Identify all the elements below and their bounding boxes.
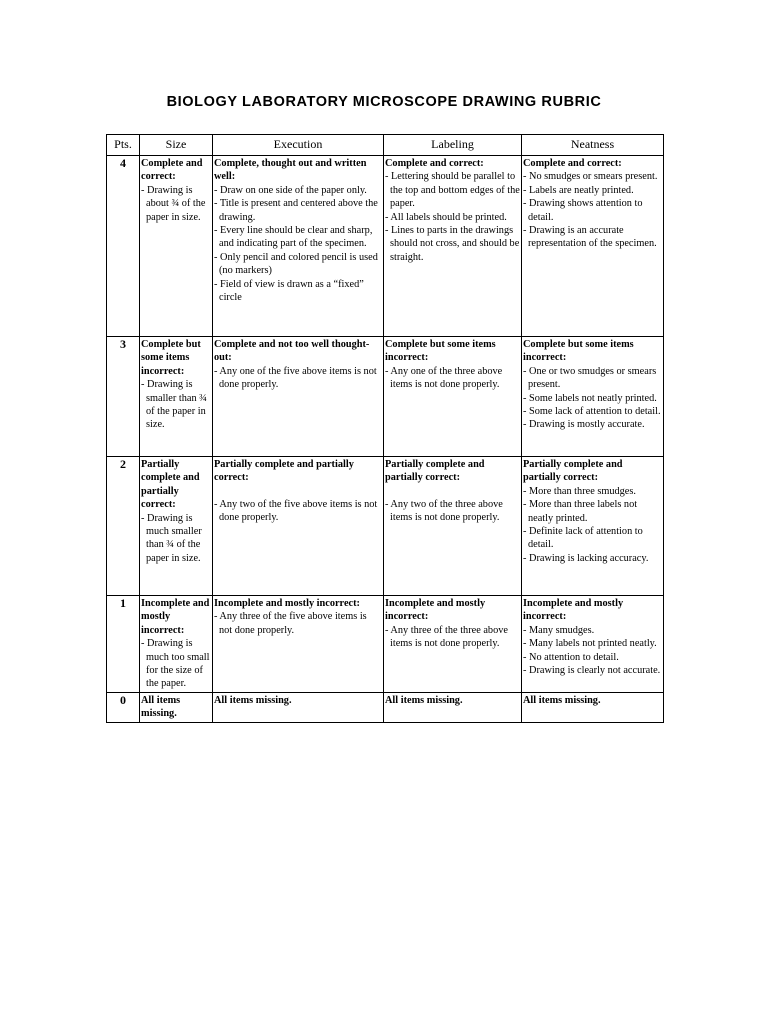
rubric-row-3 xyxy=(107,337,664,457)
criteria-heading: All items missing. xyxy=(385,694,463,706)
criteria-item: - Any one of the five above items is not done properly. xyxy=(214,365,377,391)
size-cell xyxy=(140,596,213,693)
points-cell: 4 xyxy=(107,156,140,337)
criteria-item: - Any three of the three above items is not done properly. xyxy=(385,624,508,650)
points-cell: 0 xyxy=(107,692,140,722)
criteria-heading: Complete but some items incorrect: xyxy=(141,339,201,377)
execution-cell xyxy=(213,596,384,693)
criteria-item: - Lettering should be parallel to the top and bottom edges of the paper. xyxy=(385,171,520,210)
page-title: BIOLOGY LABORATORY MICROSCOPE DRAWING RUBRIC xyxy=(166,94,602,110)
header-neatness: Neatness xyxy=(522,135,664,156)
criteria-item: - Any one of the three above items is not done properly. xyxy=(385,365,503,391)
criteria-item: - One or two smudges or smears present. xyxy=(523,365,657,391)
header-size: Size xyxy=(140,135,213,156)
criteria-item: - Drawing is an accurate representation of the specimen. xyxy=(523,225,657,250)
criteria-heading: Partially complete and partially correct: xyxy=(523,459,623,484)
criteria-heading: Incomplete and mostly incorrect: xyxy=(141,598,210,636)
criteria-item: - Field of view is drawn as a “fixed” circle xyxy=(214,278,364,304)
points-cell: 2 xyxy=(107,457,140,596)
labeling-cell xyxy=(384,156,522,337)
labeling-cell xyxy=(384,596,522,693)
criteria-item: - More than three labels not neatly printed. xyxy=(523,499,638,524)
rubric-table xyxy=(106,134,664,723)
neatness-cell xyxy=(522,337,664,457)
criteria-item: - Labels are neatly printed. xyxy=(523,184,634,196)
criteria-item: - No smudges or smears present. xyxy=(523,171,658,183)
criteria-item: - Lines to parts in the drawings should not cross, and should be straight. xyxy=(385,225,520,263)
criteria-item: - Drawing is much smaller than ¾ of the paper in size. xyxy=(141,512,202,564)
criteria-item: - Drawing is about ¾ of the paper in size. xyxy=(141,184,206,223)
criteria-item: - Drawing shows attention to detail. xyxy=(523,198,643,223)
spacer xyxy=(385,485,520,498)
criteria-item: - Drawing is much too small for the size of the paper. xyxy=(141,638,210,690)
criteria-heading: Incomplete and mostly incorrect: xyxy=(214,598,360,609)
labeling-cell xyxy=(384,337,522,457)
criteria-item: - Drawing is mostly accurate. xyxy=(523,419,645,431)
criteria-item: - Some labels not neatly printed. xyxy=(523,392,657,404)
criteria-item: - Definite lack of attention to detail. xyxy=(523,526,643,551)
size-cell xyxy=(140,337,213,457)
criteria-heading: Partially complete and partially correct: xyxy=(385,459,485,484)
execution-cell xyxy=(213,156,384,337)
criteria-item: - Every line should be clear and sharp, and indicating part of the specimen. xyxy=(214,225,373,250)
criteria-heading: Partially complete and partially correct: xyxy=(141,459,200,511)
rubric-row-2 xyxy=(107,457,664,596)
execution-cell xyxy=(213,337,384,457)
spacer xyxy=(214,485,382,498)
rubric-row-0 xyxy=(107,692,664,722)
criteria-item: - Drawing is clearly not accurate. xyxy=(523,665,661,677)
criteria-item: - Drawing is smaller than ¾ of the paper in size. xyxy=(141,379,207,431)
criteria-item: - Any two of the three above items is not done properly. xyxy=(385,498,503,524)
criteria-heading: Complete and not too well thought-out: xyxy=(214,339,370,364)
header-pts: Pts. xyxy=(107,135,140,156)
points-cell: 1 xyxy=(107,596,140,693)
criteria-item: - Many smudges. xyxy=(523,624,595,636)
criteria-item: - All labels should be printed. xyxy=(385,211,507,223)
criteria-heading: Complete and correct: xyxy=(523,158,622,169)
header-labeling: Labeling xyxy=(384,135,522,156)
neatness-cell xyxy=(522,457,664,596)
criteria-heading: Incomplete and mostly incorrect: xyxy=(523,598,624,623)
criteria-heading: Complete, thought out and written well: xyxy=(214,158,367,183)
execution-cell xyxy=(213,692,384,722)
criteria-item: - Title is present and centered above the drawing. xyxy=(214,198,378,223)
points-cell: 3 xyxy=(107,337,140,457)
size-cell xyxy=(140,692,213,722)
criteria-heading: Complete but some items incorrect: xyxy=(523,339,634,364)
criteria-item: - Any three of the five above items is not done properly. xyxy=(214,611,367,636)
neatness-cell xyxy=(522,156,664,337)
labeling-cell xyxy=(384,692,522,722)
rubric-row-1 xyxy=(107,596,664,693)
criteria-heading: Complete and correct: xyxy=(385,158,484,169)
criteria-item: - No attention to detail. xyxy=(523,651,619,663)
size-cell xyxy=(140,156,213,337)
header-row xyxy=(107,135,664,156)
criteria-heading: All items missing. xyxy=(214,694,292,706)
criteria-item: - Draw on one side of the paper only. xyxy=(214,184,367,196)
criteria-item: - Drawing is lacking accuracy. xyxy=(523,552,649,564)
criteria-heading: Complete and correct: xyxy=(141,158,203,183)
rubric-row-4 xyxy=(107,156,664,337)
criteria-heading: Partially complete and partially correct: xyxy=(214,459,354,484)
criteria-item: - More than three smudges. xyxy=(523,485,636,497)
header-execution: Execution xyxy=(213,135,384,156)
criteria-item: - Many labels not printed neatly. xyxy=(523,638,657,650)
criteria-item: - Only pencil and colored pencil is used (no markers) xyxy=(214,251,378,277)
criteria-item: - Some lack of attention to detail. xyxy=(523,406,661,418)
criteria-heading: All items missing. xyxy=(523,694,601,706)
criteria-heading: All items missing. xyxy=(141,694,181,720)
execution-cell xyxy=(213,457,384,596)
criteria-item: - Any two of the five above items is not done properly. xyxy=(214,498,378,524)
criteria-heading: Incomplete and mostly incorrect: xyxy=(385,598,486,623)
neatness-cell xyxy=(522,596,664,693)
criteria-heading: Complete but some items incorrect: xyxy=(385,339,496,364)
neatness-cell xyxy=(522,692,664,722)
size-cell xyxy=(140,457,213,596)
labeling-cell xyxy=(384,457,522,596)
